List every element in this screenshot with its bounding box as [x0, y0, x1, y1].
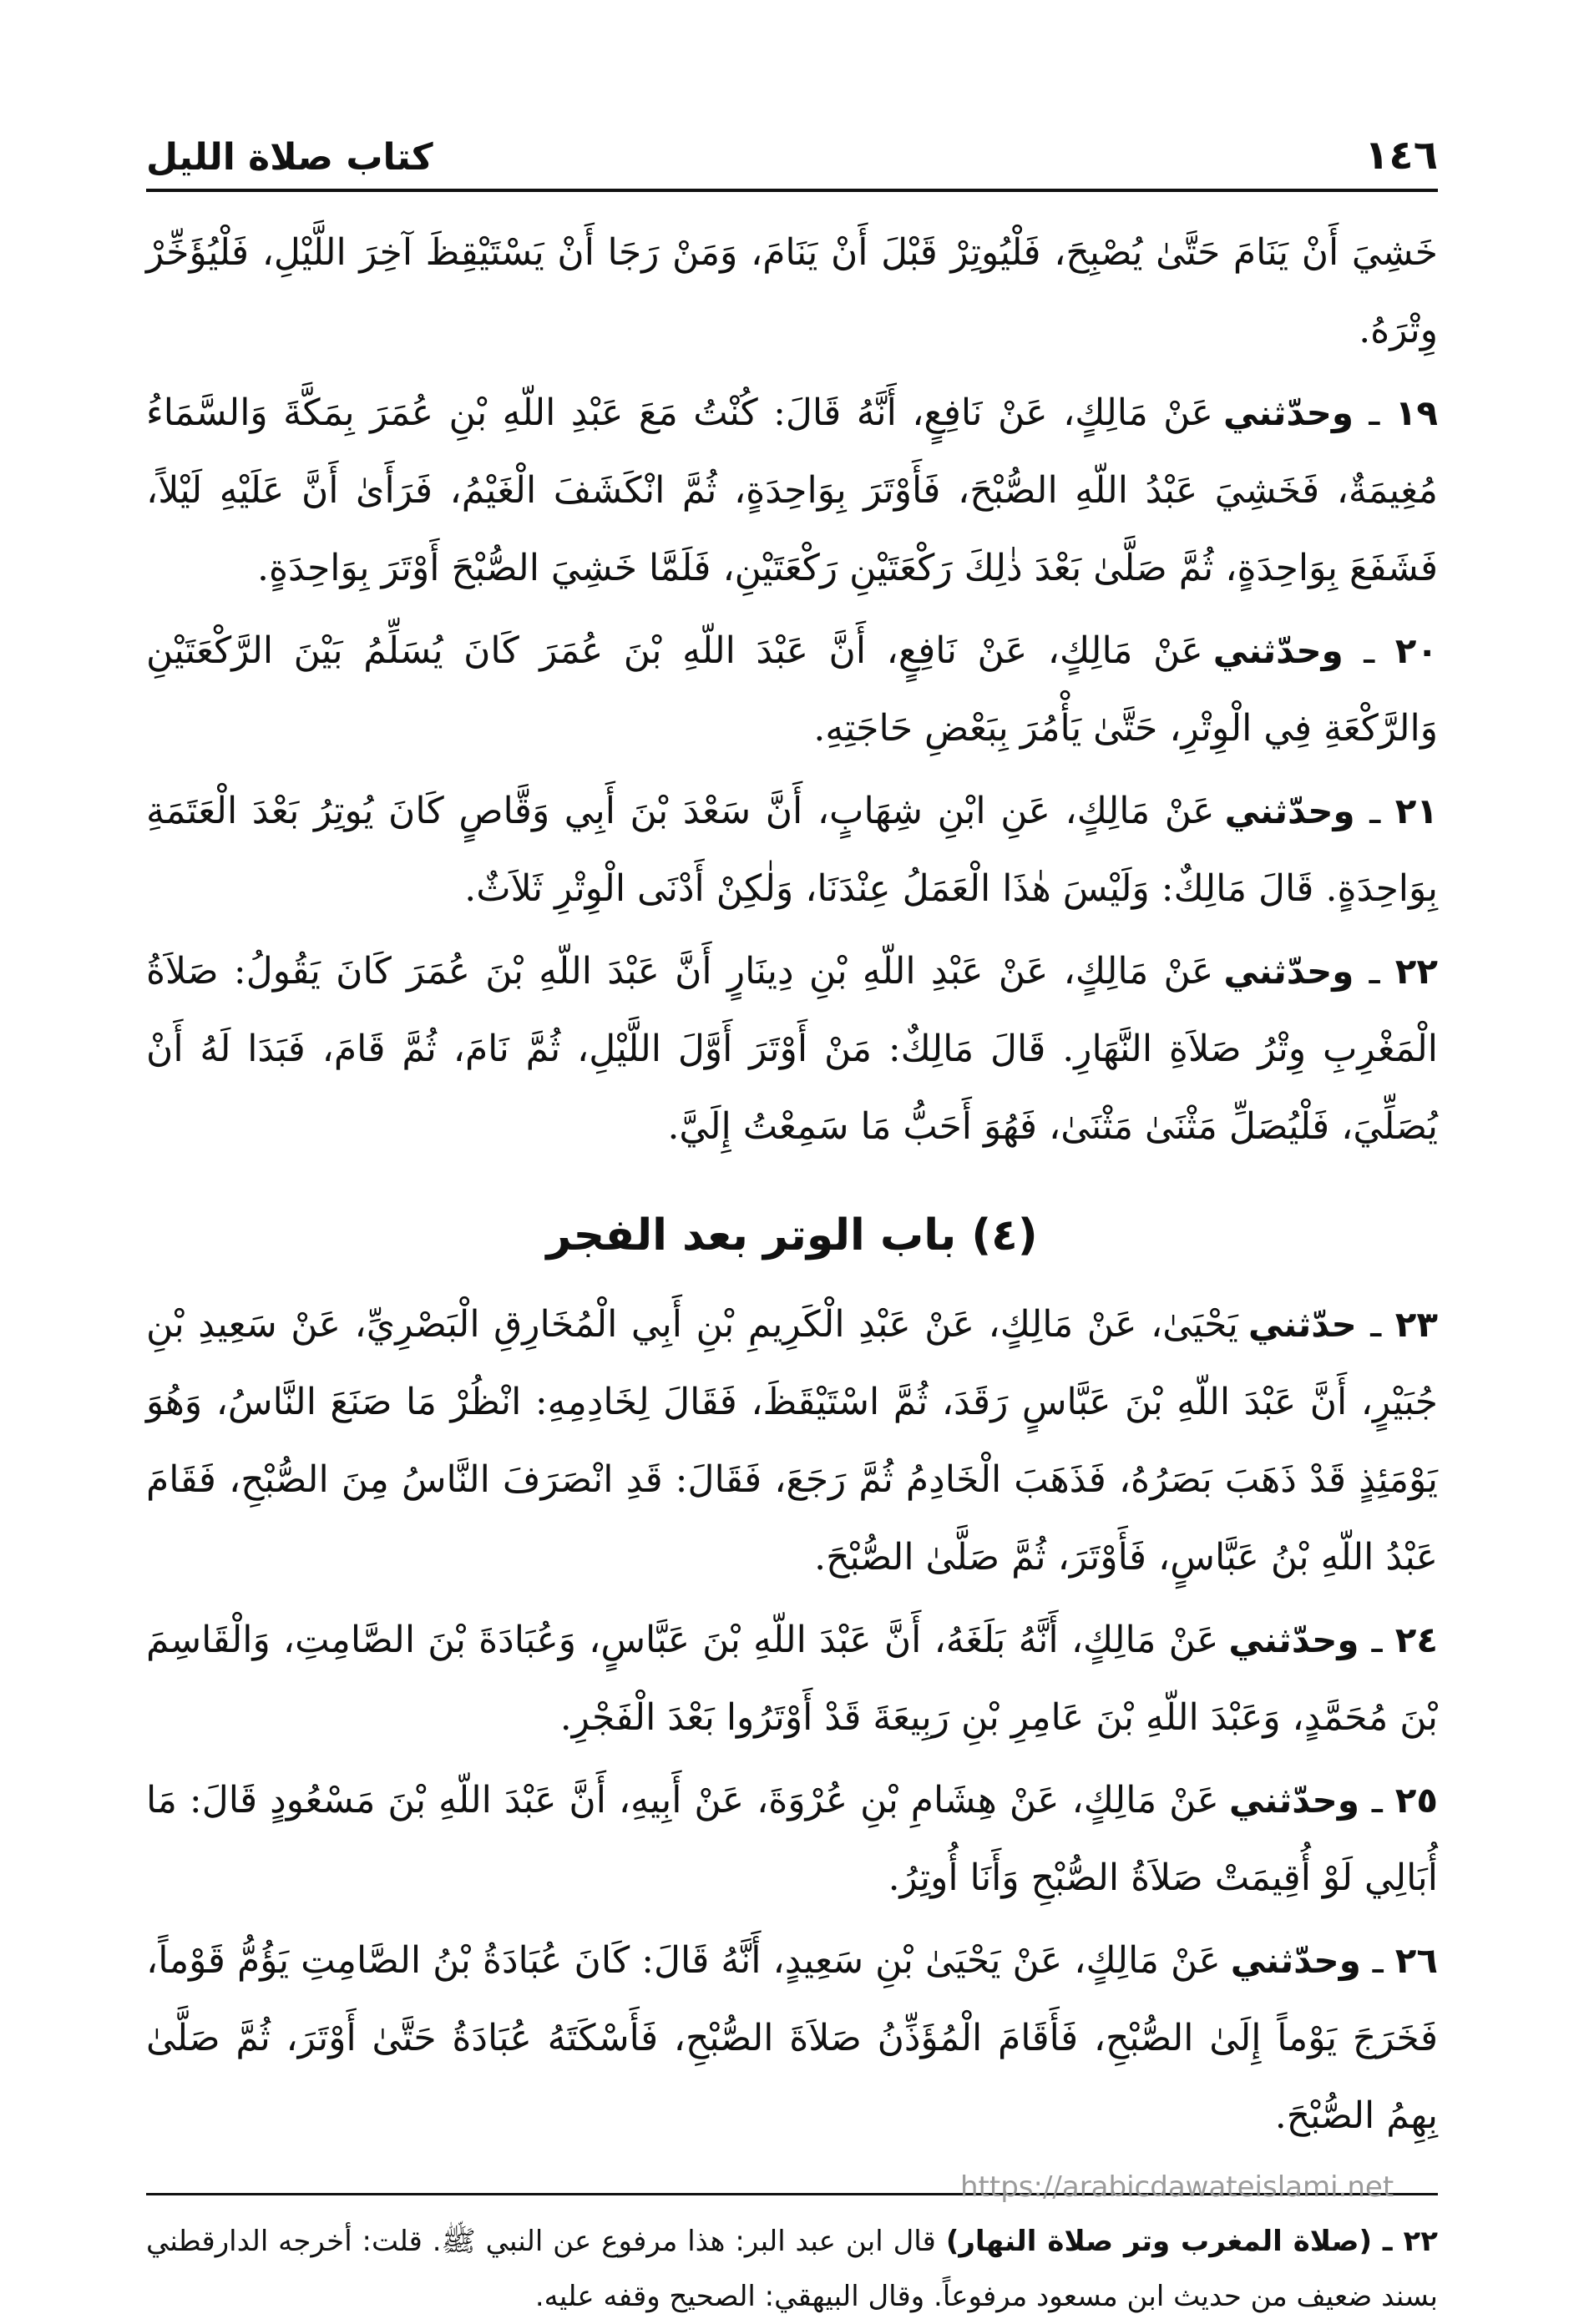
opening-paragraph: خَشِيَ أَنْ يَنَامَ حَتَّىٰ يُصْبِحَ، فَلْيُوتِرْ قَبْلَ أَنْ يَنَامَ، وَمَنْ رَجَا أَنْ يَسْتَيْقِظَ آخِرَ اللَّيْلِ، فَلْيُؤَخِّرْ وِتْرَهُ.: [146, 231, 1438, 351]
hadith-25: ٢٥ ـ وحدّثنيعَنْ مَالِكٍ، عَنْ هِشَامِ بْنِ عُرْوَةَ، عَنْ أَبِيهِ، أَنَّ عَبْدَ اللّهِ بْنَ مَسْعُودٍ قَالَ: مَا أُبَالِي لَوْ أُقِيمَتْ صَلاَةُ الصُّبْحِ وَأَنَا أُوتِرُ.: [146, 1779, 1438, 1899]
hadith-26: ٢٦ ـ وحدّثنيعَنْ مَالِكٍ، عَنْ يَحْيَىٰ بْنِ سَعِيدٍ، أَنَّهُ قَالَ: كَانَ عُبَادَةُ بْنُ الصَّامِتِ يَؤُمُّ قَوْماً، فَخَرَجَ يَوْماً إِلَىٰ الصُّبْحِ، فَأَقَامَ الْمُؤَذِّنُ صَلاَةَ الصُّبْحِ، فَأَسْكَتَهُ عُبَادَةُ حَتَّىٰ أَوْتَرَ، ثُمَّ صَلَّىٰ بِهِمُ الصُّبْحَ.: [146, 1939, 1438, 2137]
footnote: [146, 2214, 1438, 2324]
footnote-text: قال ابن عبد البر: هذا مرفوع عن النبي ﷺ. قلت: أخرجه الدارقطني بسند ضعيف من حديث ابن مسعود مرفوعاً. وقال البيهقي: الصحيح وقفه عليه.: [146, 2225, 1438, 2313]
footnote-head: ٢٢ ـ (صلاة المغرب وتر صلاة النهار): [945, 2225, 1439, 2258]
hadith-23: ٢٣ ـ حدّثنييَحْيَىٰ، عَنْ مَالِكٍ، عَنْ عَبْدِ الْكَرِيمِ بْنِ أَبِي الْمُخَارِقِ الْبَصْرِيِّ، عَنْ سَعِيدِ بْنِ جُبَيْرٍ، أَنَّ عَبْدَ اللّهِ بْنَ عَبَّاسٍ رَقَدَ، ثُمَّ اسْتَيْقَظَ، فَقَالَ لِخَادِمِهِ: انْظُرْ مَا صَنَعَ النَّاسُ، وَهُوَ يَوْمَئِذٍ قَدْ ذَهَبَ بَصَرُهُ، فَذَهَبَ الْخَادِمُ ثُمَّ رَجَعَ، فَقَالَ: قَدِ انْصَرَفَ النَّاسُ مِنَ الصُّبْحِ، فَقَامَ عَبْدُ اللّهِ بْنُ عَبَّاسٍ، فَأَوْتَرَ، ثُمَّ صَلَّىٰ الصُّبْحَ.: [146, 1303, 1438, 1579]
watermark-url: https://arabicdawateislami.net: [960, 2170, 1394, 2204]
page-number: ١٤٦: [1364, 132, 1438, 179]
hadith-21: ٢١ ـ وحدّثنيعَنْ مَالِكٍ، عَنِ ابْنِ شِهَابٍ، أَنَّ سَعْدَ بْنَ أَبِي وَقَّاصٍ كَانَ يُوتِرُ بَعْدَ الْعَتَمَةِ بِوَاحِدَةٍ. قَالَ مَالِكٌ: وَلَيْسَ هٰذَا الْعَمَلُ عِنْدَنَا، وَلٰكِنْ أَدْنَى الْوِتْرِ ثَلاَثٌ.: [146, 790, 1438, 910]
hadith-list-after-chapter: [146, 1286, 1438, 2155]
hadith-list-before-chapter: [146, 374, 1438, 1165]
hadith-24: ٢٤ ـ وحدّثنيعَنْ مَالِكٍ، أَنَّهُ بَلَغَهُ، أَنَّ عَبْدَ اللّهِ بْنَ عَبَّاسٍ، وَعُبَادَةَ بْنَ الصَّامِتِ، وَالْقَاسِمَ بْنَ مُحَمَّدٍ، وَعَبْدَ اللّهِ بْنَ عَامِرِ بْنِ رَبِيعَةَ قَدْ أَوْتَرُوا بَعْدَ الْفَجْرِ.: [146, 1619, 1438, 1739]
chapter-title: (٤) باب الوتر بعد الفجر: [546, 1210, 1038, 1261]
hadith-19: ١٩ ـ وحدّثنيعَنْ مَالِكٍ، عَنْ نَافِعٍ، أَنَّهُ قَالَ: كُنْتُ مَعَ عَبْدِ اللّهِ بْنِ عُمَرَ بِمَكَّةَ وَالسَّمَاءُ مُغِيمَةٌ، فَخَشِيَ عَبْدُ اللّهِ الصُّبْحَ، فَأَوْتَرَ بِوَاحِدَةٍ، ثُمَّ انْكَشَفَ الْغَيْمُ، فَرَأَىٰ أَنَّ عَلَيْهِ لَيْلاً، فَشَفَعَ بِوَاحِدَةٍ، ثُمَّ صَلَّىٰ بَعْدَ ذٰلِكَ رَكْعَتَيْنِ رَكْعَتَيْنِ، فَلَمَّا خَشِيَ الصُّبْحَ أَوْتَرَ بِوَاحِدَةٍ.: [146, 392, 1438, 589]
header-rule: [146, 189, 1438, 192]
page-header: [146, 109, 1438, 179]
hadith-22: ٢٢ ـ وحدّثنيعَنْ مَالِكٍ، عَنْ عَبْدِ اللّهِ بْنِ دِينَارٍ أَنَّ عَبْدَ اللّهِ بْنَ عُمَرَ كَانَ يَقُولُ: صَلاَةُ الْمَغْرِبِ وِتْرُ صَلاَةِ النَّهَارِ. قَالَ مَالِكٌ: مَنْ أَوْتَرَ أَوَّلَ اللَّيْلِ، ثُمَّ نَامَ، ثُمَّ قَامَ، فَبَدَا لَهُ أَنْ يُصَلِّيَ، فَلْيُصَلِّ مَثْنَىٰ مَثْنَىٰ، فَهُوَ أَحَبُّ مَا سَمِعْتُ إِلَيَّ.: [146, 950, 1438, 1148]
hadith-20: ٢٠ ـ وحدّثنيعَنْ مَالِكٍ، عَنْ نَافِعٍ، أَنَّ عَبْدَ اللّهِ بْنَ عُمَرَ كَانَ يُسَلِّمُ بَيْنَ الرَّكْعَتَيْنِ وَالرَّكْعَةِ فِي الْوِتْرِ، حَتَّىٰ يَأْمُرَ بِبَعْضِ حَاجَتِهِ.: [146, 629, 1438, 750]
book-title: كتاب صلاة الليل: [146, 136, 433, 179]
